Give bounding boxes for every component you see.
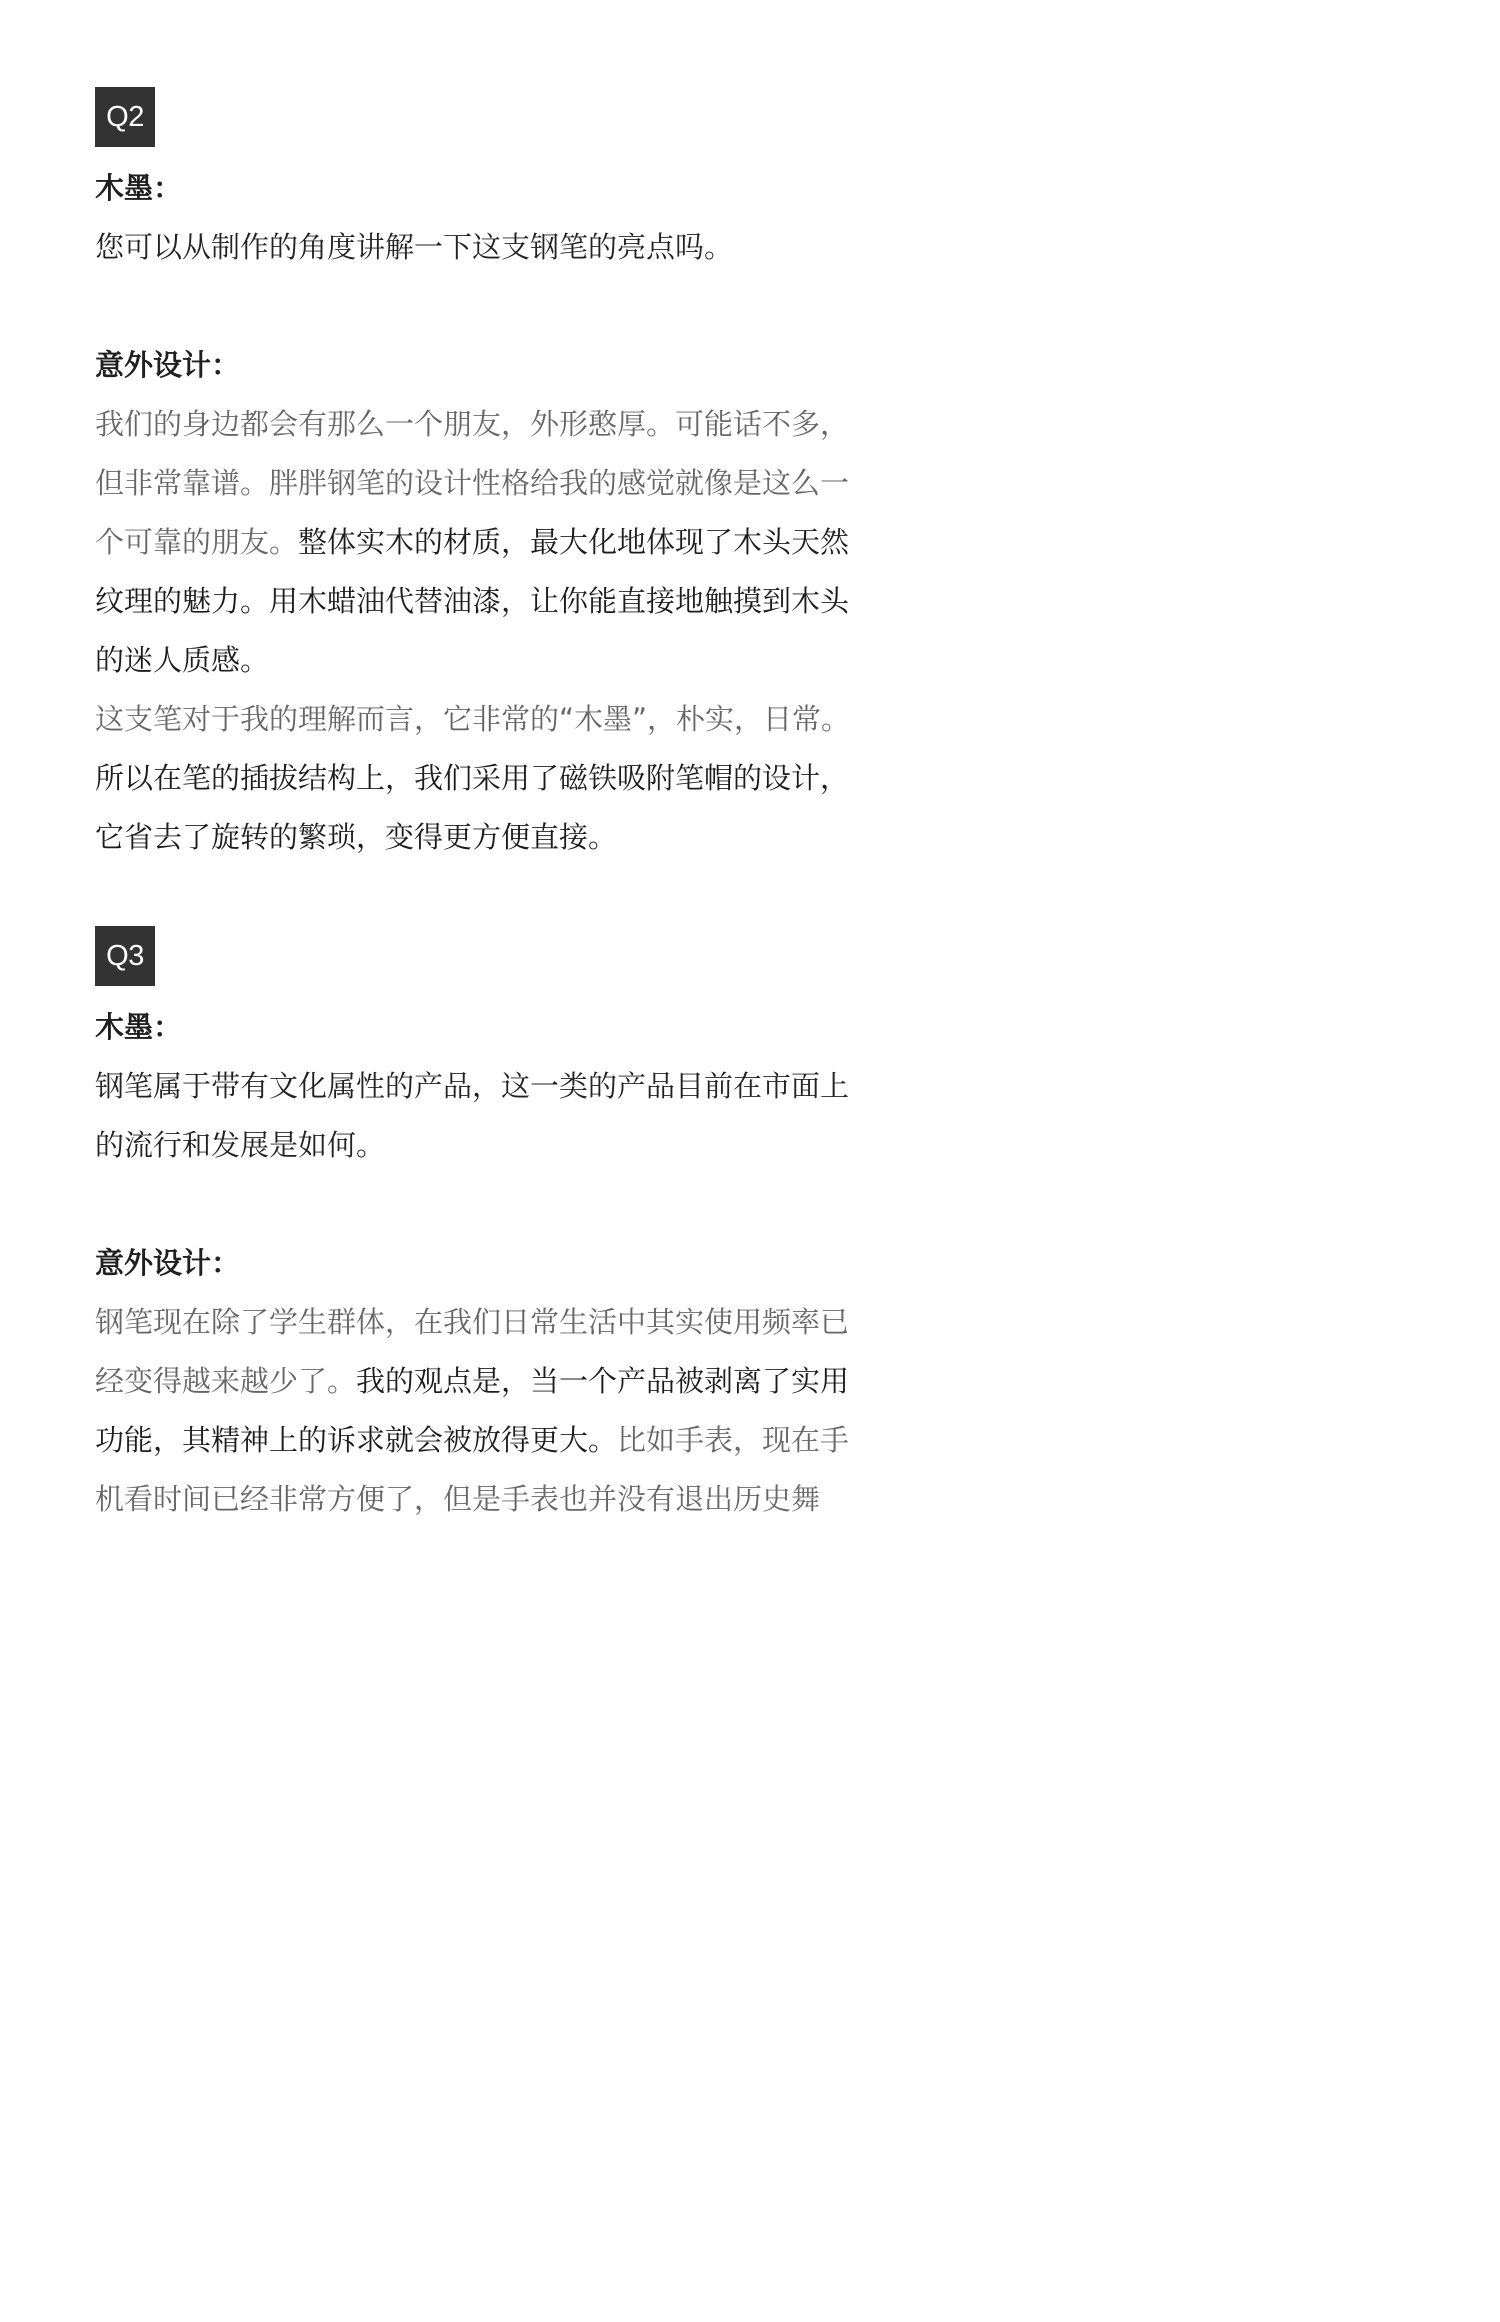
answer-segment-emphasis: 整体实木的材质，最大化地体现了木头天然 bbox=[298, 525, 850, 559]
question-badge: Q3 bbox=[95, 926, 155, 986]
question-line: 钢笔属于带有文化属性的产品，这一类的产品目前在市面上 bbox=[95, 1069, 850, 1103]
question-text bbox=[95, 1057, 925, 1175]
answer-segment: 这支笔对于我的理解而言，它非常的“木墨”，朴实，日常。 bbox=[95, 702, 851, 736]
answer-line bbox=[95, 572, 925, 631]
answer-line bbox=[95, 1411, 925, 1470]
question-badge: Q2 bbox=[95, 87, 155, 147]
question-text bbox=[95, 218, 925, 277]
answer-segment: 但非常靠谱。胖胖钢笔的设计性格给我的感觉就像是这么一 bbox=[95, 466, 850, 500]
answer-segment: 机看时间已经非常方便了，但是手表也并没有退出历史舞 bbox=[95, 1482, 821, 1516]
answer-segment-emphasis: 的迷人质感。 bbox=[95, 643, 270, 677]
article-body bbox=[95, 87, 925, 1529]
q3-section bbox=[95, 926, 925, 1529]
answer-line bbox=[95, 808, 925, 867]
answer-line bbox=[95, 1470, 925, 1529]
answer-segment-emphasis: 纹理的魅力。用木蜡油代替油漆，让你能直接地触摸到木头 bbox=[95, 584, 850, 618]
spacer bbox=[95, 277, 925, 336]
answer-name: 意外设计： bbox=[95, 348, 241, 382]
answer-segment-emphasis: 所以在笔的插拔结构上，我们采用了磁铁吸附笔帽的设计， bbox=[95, 761, 850, 795]
spacer bbox=[95, 1175, 925, 1234]
q2-section bbox=[95, 87, 925, 867]
interviewer-name: 木墨： bbox=[95, 171, 183, 205]
answer-line bbox=[95, 395, 925, 454]
answer-segment: 钢笔现在除了学生群体，在我们日常生活中其实使用频率已 bbox=[95, 1305, 850, 1339]
answer-line bbox=[95, 690, 925, 749]
answer-segment: 个可靠的朋友。 bbox=[95, 525, 299, 559]
answer-segment: 经变得越来越少了。 bbox=[95, 1364, 357, 1398]
answer-line bbox=[95, 454, 925, 513]
answer-text bbox=[95, 395, 925, 867]
question-line: 您可以从制作的角度讲解一下这支钢笔的亮点吗。 bbox=[95, 230, 734, 264]
answer-text bbox=[95, 1293, 925, 1529]
answer-segment-emphasis: 功能，其精神上的诉求就会被放得更大。 bbox=[95, 1423, 618, 1457]
answer-line bbox=[95, 631, 925, 690]
question-line: 的流行和发展是如何。 bbox=[95, 1128, 386, 1162]
answer-line bbox=[95, 513, 925, 572]
answer-segment-emphasis: 我的观点是，当一个产品被剥离了实用 bbox=[356, 1364, 850, 1398]
answer-segment-emphasis: 它省去了旋转的繁琐，变得更方便直接。 bbox=[95, 820, 618, 854]
answer-line bbox=[95, 1293, 925, 1352]
answer-name: 意外设计： bbox=[95, 1246, 241, 1280]
answer-segment: 我们的身边都会有那么一个朋友，外形憨厚。可能话不多， bbox=[95, 407, 850, 441]
interviewer-name: 木墨： bbox=[95, 1010, 183, 1044]
answer-line bbox=[95, 749, 925, 808]
answer-segment: 比如手表，现在手 bbox=[617, 1423, 850, 1457]
answer-line bbox=[95, 1352, 925, 1411]
